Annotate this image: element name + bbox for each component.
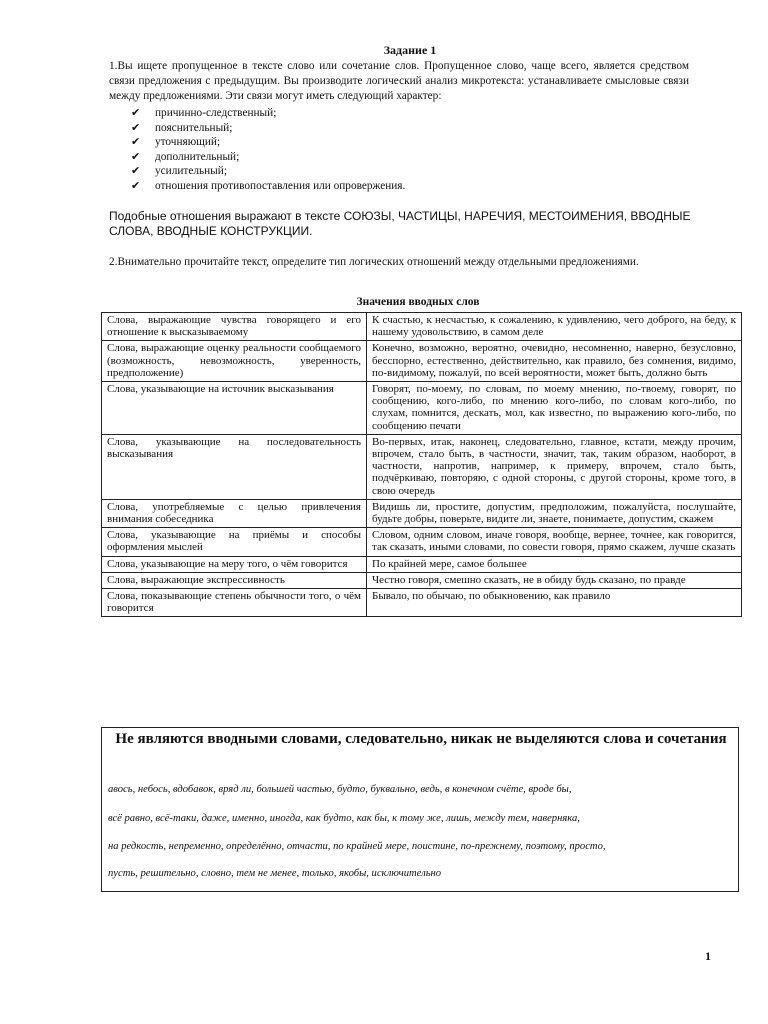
list-item: ✔ пояснительный; (131, 121, 233, 134)
meaning-cell: Слова, указывающие на источник высказывания (102, 382, 367, 435)
means-paragraph: Подобные отношения выражают в тексте СОЮЗЫ, ЧАСТИЦЫ, НАРЕЧИЯ, МЕСТОИМЕНИЯ, ВВОДНЫЕ СЛОВА, ВВОДНЫЕ КОНСТРУКЦИИ. (109, 209, 691, 238)
examples-cell: Честно говоря, смешно сказать, не в обиду будь сказано, по правде (367, 572, 742, 588)
task-title: Задание 1 (383, 43, 437, 57)
list-item: ✔ дополнительный; (131, 150, 240, 163)
table-row (102, 556, 742, 572)
instruction-paragraph: 2.Внимательно прочитайте текст, определите тип логических отношений между отдельными предложениями. (109, 256, 639, 268)
meaning-cell: Слова, выражающие оценку реальности сообщаемого (возможность, невозможность, уверенность, предположение) (102, 341, 367, 382)
non-introductory-words-box (101, 727, 739, 892)
list-item: ✔ отношения противопоставления или опровержения. (131, 179, 406, 192)
table-row (102, 528, 742, 556)
check-icon: ✔ (131, 136, 141, 148)
check-icon: ✔ (131, 121, 141, 134)
examples-cell: Говорят, по-моему, по словам, по моему мнению, по-твоему, говорят, по сообщению, кого-либо, по мнению кого-либо, по словам кого-либо, по слухам, помнится, дескать, мол, как известно, по выражению кого-либо, по сообщению печати (367, 382, 742, 435)
relations-list (131, 106, 405, 193)
check-icon: ✔ (131, 179, 141, 192)
meaning-cell: Слова, показывающие степень обычности того, о чём говорится (102, 589, 367, 617)
examples-cell: Словом, одним словом, иначе говоря, вообще, вернее, точнее, как говорится, так сказать, иными словами, по совести говоря, прямо скажем, лучше сказать (367, 528, 742, 556)
list-item: ✔ уточняющий; (131, 136, 221, 148)
list-item: ✔ причинно-следственный; (131, 107, 277, 119)
table-row (102, 589, 742, 617)
meaning-cell: Слова, указывающие на последовательность высказывания (102, 434, 367, 499)
examples-cell: Во-первых, итак, наконец, следовательно, главное, кстати, между прочим, впрочем, стало быть, в частности, значит, так, таким образом, наоборот, в частности, напротив, например, к примеру, впрочем, стало быть, подчёркиваю, повторяю, с одной стороны, с другой стороны, кроме того, в свою очередь (367, 434, 742, 499)
table-row (102, 499, 742, 527)
box-line: всё равно, всё-таки, даже, именно, иногда, как будто, как бы, к тому же, лишь, между тем, наверняка, (108, 813, 580, 824)
table-row (102, 382, 742, 435)
meaning-cell: Слова, выражающие чувства говорящего и его отношение к высказываемому (102, 313, 367, 341)
table-row (102, 572, 742, 588)
check-icon: ✔ (131, 107, 141, 119)
examples-cell: Бывало, по обычаю, по обыкновению, как правило (367, 589, 742, 617)
meaning-cell: Слова, указывающие на меру того, о чём говорится (102, 556, 367, 572)
box-line: пусть, решительно, словно, тем не менее, только, якобы, исключительно (108, 868, 442, 879)
table-row (102, 341, 742, 382)
meaning-cell: Слова, употребляемые с целью привлечения внимания собеседника (102, 499, 367, 527)
check-icon: ✔ (131, 150, 141, 163)
intro-paragraph: 1.Вы ищете пропущенное в тексте слово или сочетание слов. Пропущенное слово, чаще всего, является средством связи предложения с предыдущим. Вы производите логический анализ микротекста: устанавливаете смысловые связи между предложениями. Эти связи могут иметь следующий характер: (109, 60, 689, 102)
list-item: ✔ усилительный; (131, 165, 227, 177)
check-icon: ✔ (131, 165, 141, 177)
box-title: Не являются вводными словами, следовательно, никак не выделяются слова и сочетания (115, 731, 727, 747)
table-row (102, 434, 742, 499)
table-row (102, 313, 742, 341)
examples-cell: Конечно, возможно, вероятно, очевидно, несомненно, наверно, безусловно, бесспорно, естественно, действительно, как правило, без сомнения, видимо, по-видимому, пожалуй, по всей вероятности, может быть, должно быть (367, 341, 742, 382)
examples-cell: К счастью, к несчастью, к сожалению, к удивлению, чего доброго, на беду, к нашему удовольствию, в самом деле (367, 313, 742, 341)
box-line: на редкость, непременно, определённо, отчасти, по крайней мере, поистине, по-прежнему, поэтому, просто, (108, 841, 606, 852)
meaning-cell: Слова, выражающие экспрессивность (102, 572, 367, 588)
box-line: авось, небось, вдобавок, вряд ли, большей частью, будто, буквально, ведь, в конечном счёте, вроде бы, (108, 784, 572, 795)
table-title: Значения вводных слов (356, 296, 480, 308)
examples-cell: По крайней мере, самое большее (367, 556, 742, 572)
introductory-words-table (101, 312, 742, 617)
examples-cell: Видишь ли, простите, допустим, предположим, пожалуйста, послушайте, будьте добры, поверьте, видите ли, знаете, понимаете, допустим, скажем (367, 499, 742, 527)
meaning-cell: Слова, указывающие на приёмы и способы оформления мыслей (102, 528, 367, 556)
page-number: 1 (705, 949, 711, 963)
